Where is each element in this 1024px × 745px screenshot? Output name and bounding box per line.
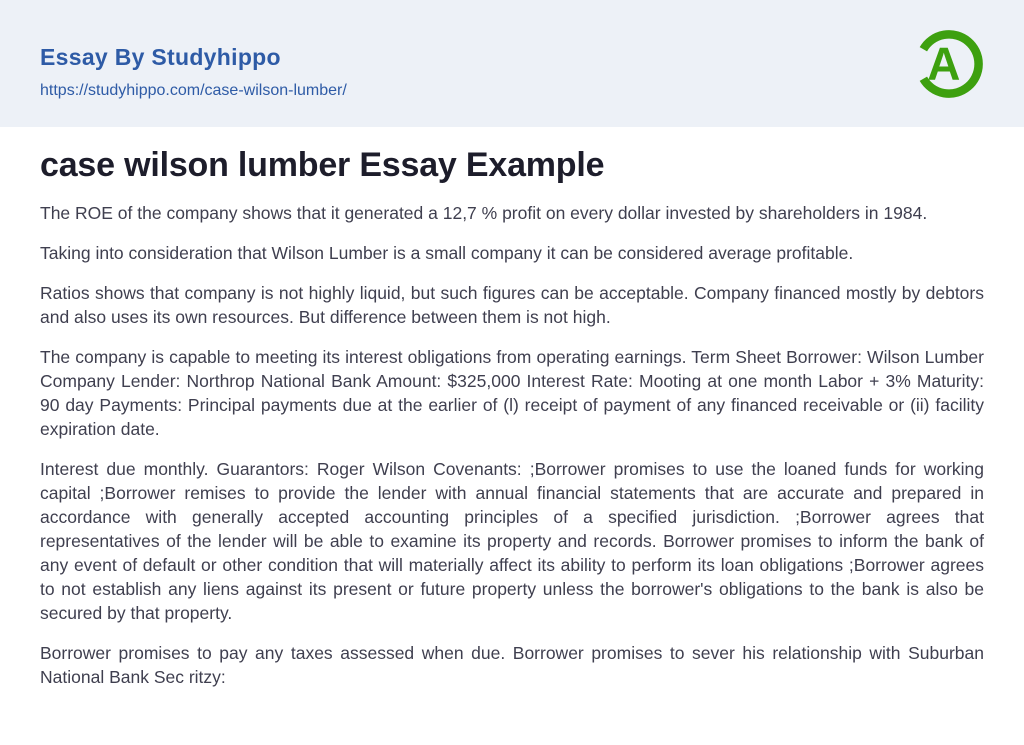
site-url-link[interactable]: https://studyhippo.com/case-wilson-lumber/ — [40, 81, 347, 99]
site-header — [0, 0, 1024, 127]
article-body — [40, 201, 984, 689]
paragraph: The company is capable to meeting its interest obligations from operating earnings. Term Sheet Borrower: Wilson Lumber Company Lender: Northrop National Bank Amount: $325,000 Interest Rate: Mooting at one month Labor + 3% Maturity: 90 day Payments: Principal payments due at the earlier of (l) receipt of payment of any financed receivable or (ii) facility expiration date. — [40, 347, 984, 439]
article-main — [0, 145, 1024, 689]
paragraph: The ROE of the company shows that it generated a 12,7 % profit on every dollar invested by shareholders in 1984. — [40, 203, 928, 223]
paragraph: Borrower promises to pay any taxes assessed when due. Borrower promises to sever his relationship with Suburban National Bank Sec ritzy: — [40, 643, 984, 687]
page-title: case wilson lumber Essay Example — [40, 146, 605, 184]
studyhippo-logo-icon — [912, 27, 986, 101]
paragraph: Interest due monthly. Guarantors: Roger Wilson Covenants: ;Borrower promises to use the loaned funds for working capital ;Borrower remises to provide the lender with annual financial statements that are accurate and prepared in accordance with generally accepted accounting principles of a specified jurisdiction. ;Borrower agrees that representatives of the lender will be able to examine its property and records. Borrower promises to inform the bank of any event of default or other condition that will materially affect its ability to perform its loan obligations ;Borrower agrees to not establish any liens against its present or future property unless the borrower's obligations to the bank is also be secured by that property. — [40, 459, 984, 623]
site-title: Essay By Studyhippo — [40, 43, 281, 70]
logo-letter: A — [927, 37, 961, 90]
paragraph: Ratios shows that company is not highly liquid, but such figures can be acceptable. Company financed mostly by debtors and also uses its own resources. But difference between them is not high. — [40, 283, 984, 327]
header-text-block — [40, 44, 347, 100]
paragraph: Taking into consideration that Wilson Lumber is a small company it can be considered average profitable. — [40, 243, 854, 263]
